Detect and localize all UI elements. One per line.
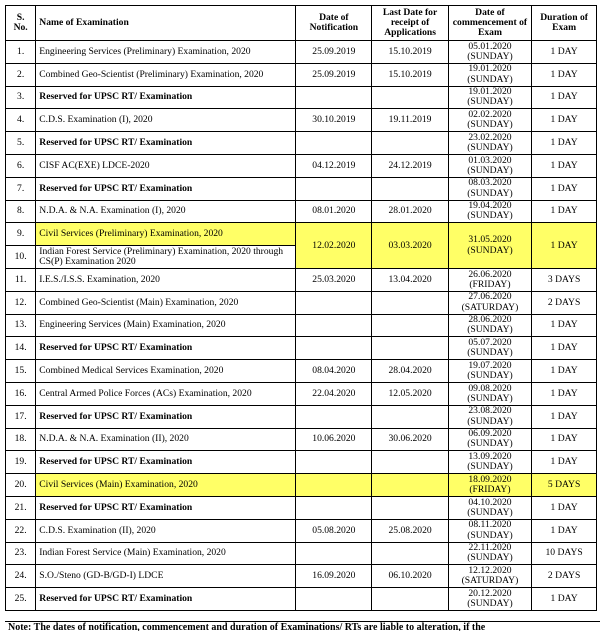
- exam-name-text: Indian Forest Service (Main) Examination, 2020: [39, 547, 226, 559]
- row-duration: 1 DAY: [532, 63, 597, 86]
- row-sno: 6.: [6, 154, 36, 177]
- row-sno: 15.: [6, 360, 36, 383]
- row-sno: 11.: [6, 268, 36, 291]
- row-last-date: 24.12.2019: [372, 154, 448, 177]
- row-duration: 1 DAY: [532, 382, 597, 405]
- exam-name-text: Reserved for UPSC RT/ Examination: [39, 501, 193, 513]
- table-row: [6, 63, 597, 86]
- row-commencement: [448, 519, 532, 542]
- row-sno: 17.: [6, 405, 36, 428]
- commence-date: 08.03.2020: [468, 177, 512, 189]
- commence-date: 26.06.2020: [468, 268, 512, 280]
- commence-date: 04.10.2020: [468, 496, 512, 508]
- row-commencement: [448, 268, 532, 291]
- row-exam-name: [36, 451, 296, 474]
- row-duration: 1 DAY: [532, 428, 597, 451]
- table-row: [6, 154, 597, 177]
- row-sno: 20.: [6, 474, 36, 497]
- row-duration: 1 DAY: [532, 588, 597, 611]
- commence-day: (SATURDAY): [461, 575, 519, 587]
- row-notification: 22.04.2020: [296, 382, 372, 405]
- row-exam-name: [36, 223, 296, 246]
- row-last-date: 19.11.2019: [372, 109, 448, 132]
- header-duration: Duration of Exam: [532, 6, 597, 41]
- row-exam-name: [36, 154, 296, 177]
- row-exam-name: [36, 428, 296, 451]
- commence-day: (SUNDAY): [467, 187, 513, 199]
- table-row: [6, 382, 597, 405]
- row-sno: 4.: [6, 109, 36, 132]
- row-sno: 23.: [6, 542, 36, 565]
- row-sno: 12.: [6, 291, 36, 314]
- commence-day: (SUNDAY): [467, 210, 513, 222]
- table-row: [6, 314, 597, 337]
- row-sno: 21.: [6, 496, 36, 519]
- table-row: [6, 86, 597, 109]
- row-commencement: [448, 360, 532, 383]
- row-commencement: [448, 542, 532, 565]
- row-notification: 08.01.2020: [296, 200, 372, 223]
- row-sno: 1.: [6, 41, 36, 64]
- row-notification: [296, 314, 372, 337]
- table-row: [6, 451, 597, 474]
- commence-day: (SUNDAY): [467, 506, 513, 518]
- exam-name-text: Reserved for UPSC RT/ Examination: [39, 182, 193, 194]
- merged-commencement: [448, 223, 532, 269]
- exam-name-text: Central Armed Police Forces (ACs) Examination, 2020: [39, 387, 252, 399]
- row-duration: 1 DAY: [532, 200, 597, 223]
- row-commencement: [448, 200, 532, 223]
- table-row: [6, 496, 597, 519]
- table-row: [6, 132, 597, 155]
- row-last-date: [372, 588, 448, 611]
- row-notification: [296, 291, 372, 314]
- row-notification: 25.03.2020: [296, 268, 372, 291]
- table-body: [6, 41, 597, 611]
- row-sno: 25.: [6, 588, 36, 611]
- exam-name-text: Reserved for UPSC RT/ Examination: [39, 342, 193, 354]
- row-exam-name: [36, 86, 296, 109]
- row-exam-name: [36, 109, 296, 132]
- commence-day: (SUNDAY): [467, 96, 513, 108]
- exam-name-text: Combined Geo-Scientist (Main) Examination, 2020: [39, 296, 239, 308]
- commence-date: 05.07.2020: [468, 337, 512, 349]
- row-last-date: 25.08.2020: [372, 519, 448, 542]
- commence-date: 27.06.2020: [468, 291, 512, 303]
- row-commencement: [448, 451, 532, 474]
- header-notification: Date of Notification: [296, 6, 372, 41]
- row-last-date: [372, 291, 448, 314]
- exam-name-text: C.D.S. Examination (I), 2020: [39, 114, 153, 126]
- row-last-date: [372, 405, 448, 428]
- row-duration: 1 DAY: [532, 132, 597, 155]
- exam-name-text: S.O./Steno (GD-B/GD-I) LDCE: [39, 570, 164, 582]
- row-last-date: 06.10.2020: [372, 565, 448, 588]
- row-commencement: [448, 41, 532, 64]
- row-duration: 1 DAY: [532, 41, 597, 64]
- row-commencement: [448, 154, 532, 177]
- row-notification: 25.09.2019: [296, 63, 372, 86]
- commence-date: 02.02.2020: [468, 109, 512, 121]
- commence-date: 19.01.2020: [468, 86, 512, 98]
- row-commencement: [448, 474, 532, 497]
- table-row: [6, 405, 597, 428]
- exam-name-text: Reserved for UPSC RT/ Examination: [39, 410, 193, 422]
- commence-date: 23.08.2020: [468, 405, 512, 417]
- row-sno: 13.: [6, 314, 36, 337]
- commence-day: (SUNDAY): [467, 50, 513, 62]
- row-commencement: [448, 109, 532, 132]
- table-row: [6, 337, 597, 360]
- row-commencement: [448, 314, 532, 337]
- commence-date: 20.12.2020: [468, 587, 512, 599]
- commence-day: (SUNDAY): [467, 552, 513, 564]
- row-exam-name: [36, 565, 296, 588]
- row-notification: 25.09.2019: [296, 41, 372, 64]
- row-last-date: 30.06.2020: [372, 428, 448, 451]
- merged-last-date: 03.03.2020: [372, 223, 448, 269]
- table-row: [6, 588, 597, 611]
- commence-day: (SUNDAY): [467, 73, 513, 85]
- commence-date: 19.04.2020: [468, 200, 512, 212]
- row-duration: 10 DAYS: [532, 542, 597, 565]
- row-commencement: [448, 588, 532, 611]
- row-exam-name: [36, 268, 296, 291]
- row-notification: [296, 337, 372, 360]
- row-duration: 2 DAYS: [532, 291, 597, 314]
- exam-name-text: Civil Services (Main) Examination, 2020: [39, 478, 198, 490]
- row-sno: 2.: [6, 63, 36, 86]
- row-exam-name: [36, 41, 296, 64]
- row-sno: 22.: [6, 519, 36, 542]
- row-sno: 19.: [6, 451, 36, 474]
- row-duration: 1 DAY: [532, 177, 597, 200]
- row-sno: 7.: [6, 177, 36, 200]
- row-exam-name: [36, 382, 296, 405]
- commence-date: 09.08.2020: [468, 382, 512, 394]
- row-last-date: 13.04.2020: [372, 268, 448, 291]
- commence-day: (SUNDAY): [467, 598, 513, 610]
- row-exam-name: [36, 337, 296, 360]
- row-exam-name: [36, 200, 296, 223]
- row-last-date: 15.10.2019: [372, 63, 448, 86]
- note-label: Note:: [8, 622, 32, 631]
- commence-day: (SUNDAY): [467, 438, 513, 450]
- row-exam-name: [36, 496, 296, 519]
- table-row: [6, 177, 597, 200]
- commence-date: 12.12.2020: [468, 565, 512, 577]
- row-sno: 16.: [6, 382, 36, 405]
- row-last-date: 12.05.2020: [372, 382, 448, 405]
- exam-name-text: N.D.A. & N.A. Examination (I), 2020: [39, 205, 186, 217]
- row-notification: [296, 474, 372, 497]
- row-commencement: [448, 337, 532, 360]
- commence-day: (SUNDAY): [467, 415, 513, 427]
- row-last-date: [372, 474, 448, 497]
- row-commencement: [448, 132, 532, 155]
- row-last-date: [372, 451, 448, 474]
- commence-date: 05.01.2020: [468, 40, 512, 52]
- row-notification: [296, 496, 372, 519]
- commence-day: (SUNDAY): [467, 324, 513, 336]
- row-notification: [296, 86, 372, 109]
- row-commencement: [448, 86, 532, 109]
- exam-name-text: C.D.S. Examination (II), 2020: [39, 524, 156, 536]
- table-row: [6, 519, 597, 542]
- commence-date: 18.09.2020: [468, 473, 512, 485]
- table-row: [6, 223, 597, 246]
- row-commencement: [448, 382, 532, 405]
- row-sno: 24.: [6, 565, 36, 588]
- table-row: [6, 542, 597, 565]
- row-exam-name: [36, 63, 296, 86]
- row-exam-name: [36, 177, 296, 200]
- header-commencement: Date of commencement of Exam: [448, 6, 532, 41]
- commence-day: (SUNDAY): [467, 347, 513, 359]
- exam-name-text: Civil Services (Preliminary) Examination, 2020: [39, 228, 223, 240]
- row-exam-name: [36, 314, 296, 337]
- table-row: [6, 291, 597, 314]
- row-exam-name: [36, 405, 296, 428]
- exam-name-text: Reserved for UPSC RT/ Examination: [39, 592, 193, 604]
- row-last-date: [372, 337, 448, 360]
- row-duration: 1 DAY: [532, 360, 597, 383]
- row-last-date: [372, 177, 448, 200]
- commence-day: (FRIDAY): [469, 484, 511, 496]
- note-text: The dates of notification, commencement and duration of Examinations/ RTs are liable to alteration, if the: [33, 622, 486, 631]
- commence-date: 31.05.2020: [468, 234, 512, 246]
- row-notification: [296, 132, 372, 155]
- commence-day: (FRIDAY): [469, 278, 511, 290]
- row-notification: 16.09.2020: [296, 565, 372, 588]
- row-duration: 3 DAYS: [532, 268, 597, 291]
- row-commencement: [448, 565, 532, 588]
- row-last-date: [372, 496, 448, 519]
- row-last-date: [372, 542, 448, 565]
- table-row: [6, 109, 597, 132]
- row-exam-name: [36, 291, 296, 314]
- table-row: [6, 360, 597, 383]
- commence-date: 23.02.2020: [468, 131, 512, 143]
- row-notification: [296, 542, 372, 565]
- exam-name-text: Combined Medical Services Examination, 2020: [39, 364, 224, 376]
- row-commencement: [448, 63, 532, 86]
- row-exam-name: [36, 360, 296, 383]
- table-row: [6, 565, 597, 588]
- exam-name-text: Reserved for UPSC RT/ Examination: [39, 91, 193, 103]
- header-last-date: Last Date for receipt of Applications: [372, 6, 448, 41]
- exam-name-text: Engineering Services (Preliminary) Examination, 2020: [39, 45, 251, 57]
- exam-name-text: Indian Forest Service (Preliminary) Examination, 2020 through CS(P) Examination 2020: [39, 245, 284, 268]
- row-sno: 8.: [6, 200, 36, 223]
- row-duration: 1 DAY: [532, 405, 597, 428]
- table-header-row: [6, 6, 597, 41]
- row-notification: 08.04.2020: [296, 360, 372, 383]
- commence-day: (SUNDAY): [467, 244, 513, 256]
- commence-day: (SUNDAY): [467, 461, 513, 473]
- row-sno: 14.: [6, 337, 36, 360]
- row-notification: [296, 177, 372, 200]
- table-row: [6, 268, 597, 291]
- row-exam-name: [36, 132, 296, 155]
- commence-date: 19.07.2020: [468, 359, 512, 371]
- commence-day: (SUNDAY): [467, 529, 513, 541]
- row-commencement: [448, 291, 532, 314]
- row-last-date: 28.01.2020: [372, 200, 448, 223]
- table-row: [6, 474, 597, 497]
- table-row: [6, 41, 597, 64]
- row-commencement: [448, 177, 532, 200]
- table-row: [6, 200, 597, 223]
- merged-duration: 1 DAY: [532, 223, 597, 269]
- row-exam-name: [36, 542, 296, 565]
- row-last-date: [372, 86, 448, 109]
- merged-notification: 12.02.2020: [296, 223, 372, 269]
- commence-day: (SATURDAY): [461, 301, 519, 313]
- commence-day: (SUNDAY): [467, 142, 513, 154]
- row-duration: 1 DAY: [532, 314, 597, 337]
- row-duration: 1 DAY: [532, 86, 597, 109]
- row-notification: 05.08.2020: [296, 519, 372, 542]
- row-notification: [296, 588, 372, 611]
- exam-name-text: Reserved for UPSC RT/ Examination: [39, 136, 193, 148]
- row-exam-name: [36, 519, 296, 542]
- table-row: [6, 428, 597, 451]
- row-duration: 1 DAY: [532, 496, 597, 519]
- exam-name-text: I.E.S./I.S.S. Examination, 2020: [39, 273, 160, 285]
- commence-date: 08.11.2020: [468, 519, 512, 531]
- exam-name-text: N.D.A. & N.A. Examination (II), 2020: [39, 433, 189, 445]
- row-notification: 04.12.2019: [296, 154, 372, 177]
- row-duration: 1 DAY: [532, 337, 597, 360]
- row-sno: 5.: [6, 132, 36, 155]
- header-name: Name of Examination: [36, 6, 296, 41]
- commence-day: (SUNDAY): [467, 392, 513, 404]
- commence-date: 13.09.2020: [468, 451, 512, 463]
- row-notification: [296, 451, 372, 474]
- commence-day: (SUNDAY): [467, 119, 513, 131]
- commence-date: 06.09.2020: [468, 428, 512, 440]
- row-sno: 18.: [6, 428, 36, 451]
- row-exam-name: [36, 588, 296, 611]
- row-sno: 3.: [6, 86, 36, 109]
- exam-calendar-table: [5, 5, 597, 611]
- row-last-date: 15.10.2019: [372, 41, 448, 64]
- commence-day: (SUNDAY): [467, 370, 513, 382]
- exam-name-text: Combined Geo-Scientist (Preliminary) Examination, 2020: [39, 68, 264, 80]
- header-sno: S. No.: [6, 6, 36, 41]
- commence-date: 01.03.2020: [468, 154, 512, 166]
- row-commencement: [448, 428, 532, 451]
- row-last-date: [372, 132, 448, 155]
- exam-name-text: CISF AC(EXE) LDCE-2020: [39, 159, 150, 171]
- row-sno: 9.: [6, 223, 36, 246]
- row-last-date: 28.04.2020: [372, 360, 448, 383]
- row-duration: 1 DAY: [532, 519, 597, 542]
- row-notification: 30.10.2019: [296, 109, 372, 132]
- row-duration: 1 DAY: [532, 154, 597, 177]
- row-exam-name: [36, 246, 296, 269]
- exam-name-text: Engineering Services (Main) Examination, 2020: [39, 319, 226, 331]
- commence-date: 19.01.2020: [468, 63, 512, 75]
- row-duration: 5 DAYS: [532, 474, 597, 497]
- row-duration: 1 DAY: [532, 109, 597, 132]
- commence-date: 28.06.2020: [468, 314, 512, 326]
- row-duration: 1 DAY: [532, 451, 597, 474]
- commence-date: 22.11.2020: [468, 542, 512, 554]
- commence-day: (SUNDAY): [467, 164, 513, 176]
- row-exam-name: [36, 474, 296, 497]
- row-notification: 10.06.2020: [296, 428, 372, 451]
- row-sno: 10.: [6, 246, 36, 269]
- row-last-date: [372, 314, 448, 337]
- row-commencement: [448, 496, 532, 519]
- exam-name-text: Reserved for UPSC RT/ Examination: [39, 456, 193, 468]
- row-notification: [296, 405, 372, 428]
- row-duration: 2 DAYS: [532, 565, 597, 588]
- row-commencement: [448, 405, 532, 428]
